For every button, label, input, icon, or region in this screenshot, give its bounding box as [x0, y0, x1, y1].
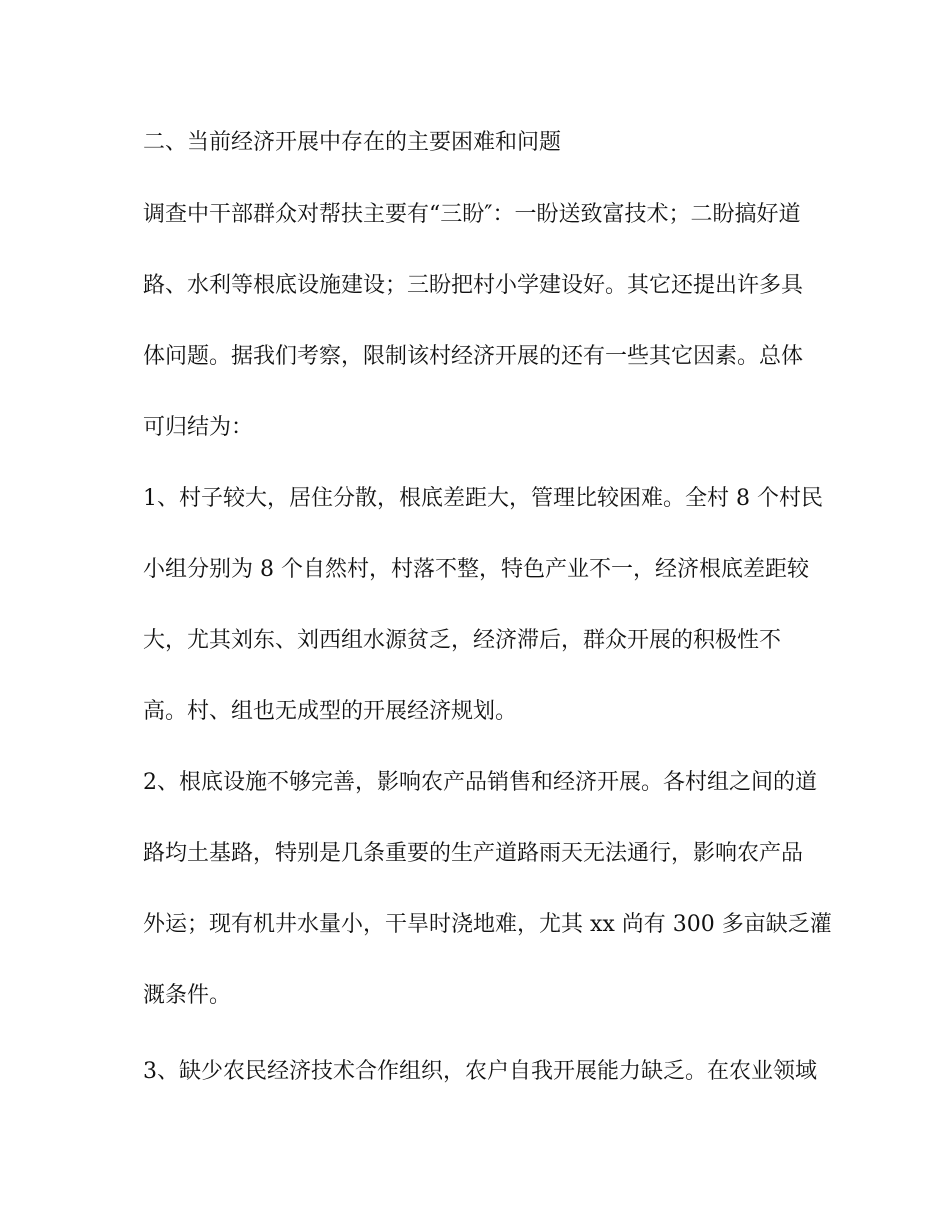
list-item-line: 溉条件。	[143, 983, 232, 1008]
list-item-line: 小组分别为 8 个自然村，村落不整，特色产业不一，经济根底差距较	[143, 557, 809, 582]
paragraph-line: 调查中干部群众对帮扶主要有“三盼″：一盼送致富技术；二盼搞好道	[143, 202, 801, 227]
section-heading: 二、当前经济开展中存在的主要困难和问题	[143, 130, 562, 155]
list-item-line: 2、根底设施不够完善，影响农产品销售和经济开展。各村组之间的道	[143, 770, 817, 795]
list-item-line: 1、村子较大，居住分散，根底差距大，管理比较困难。全村 8 个村民	[143, 486, 823, 511]
list-item-line: 路均土基路，特别是几条重要的生产道路雨天无法通行，影响农产品	[143, 841, 804, 866]
list-item-line: 3、缺少农民经济技术合作组织，农户自我开展能力缺乏。在农业领域	[143, 1059, 817, 1084]
list-item-line: 外运；现有机井水量小，干旱时浇地难，尤其 xx 尚有 300 多亩缺乏灌	[143, 912, 832, 937]
paragraph-line: 体问题。据我们考察，限制该村经济开展的还有一些其它因素。总体	[143, 344, 804, 369]
list-item-line: 高。村、组也无成型的开展经济规划。	[143, 699, 518, 724]
list-item-line: 大，尤其刘东、刘西组水源贫乏，经济滞后，群众开展的积极性不	[143, 628, 782, 653]
paragraph-line: 路、水利等根底设施建设；三盼把村小学建设好。其它还提出许多具	[143, 273, 804, 298]
paragraph-line: 可归结为：	[143, 415, 254, 440]
